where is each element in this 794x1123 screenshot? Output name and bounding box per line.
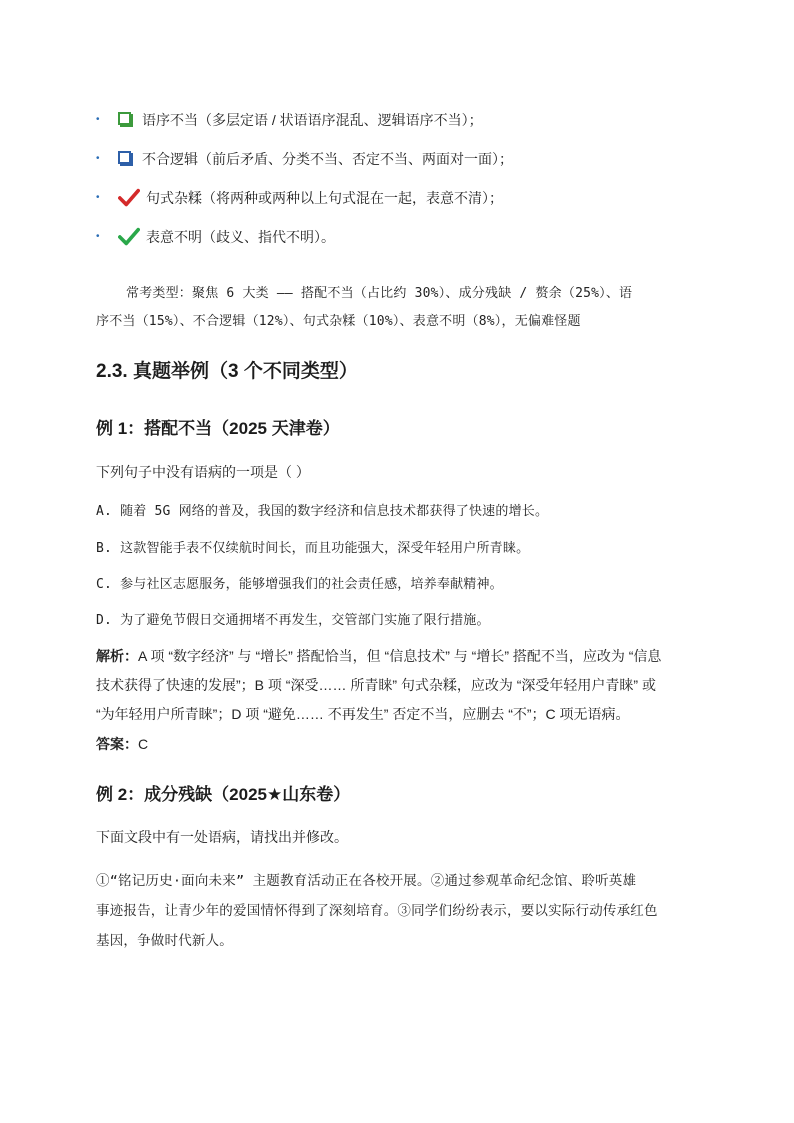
green-check-icon: [118, 227, 140, 247]
bullet-dot-icon: •: [96, 231, 100, 242]
summary-line: 常考类型：聚焦 6 大类 —— 搭配不当（占比约 30%）、成分残缺 / 赘余（25%）、语: [126, 286, 633, 301]
answer-value: C: [138, 736, 149, 752]
list-item: [96, 100, 716, 139]
example-2-question: 下面文段中有一处语病，请找出并修改。: [96, 829, 348, 845]
option-d: D. 为了避免节假日交通拥堵不再发生，交管部门实施了限行措施。: [96, 613, 490, 628]
list-item-text: 表意不明（歧义、指代不明）。: [146, 228, 335, 245]
red-check-icon: [118, 188, 140, 208]
list-item-text: 语序不当（多层定语 / 状语语序混乱、逻辑语序不当）；: [142, 111, 483, 128]
section-title: 2.3. 真题举例（3 个不同类型）: [96, 361, 358, 382]
green-checkbox-icon: [118, 110, 140, 130]
example-1-title: 例 1：搭配不当（2025 天津卷）: [96, 419, 340, 438]
summary-line: 序不当（15%）、不合逻辑（12%）、句式杂糅（10%）、表意不明（8%），无偏难怪题: [96, 314, 581, 329]
option-c: C. 参与社区志愿服务，能够增强我们的社会责任感，培养奉献精神。: [96, 577, 503, 592]
example-2-passage: [96, 866, 706, 956]
analysis-text: A 项 “数字经济” 与 “增长” 搭配恰当，但 “信息技术” 与 “增长” 搭配不当，应改为 “信息: [138, 648, 662, 664]
example-2-title: 例 2：成分残缺（2025★山东卷）: [96, 785, 351, 804]
list-item-text: 不合逻辑（前后矛盾、分类不当、否定不当、两面对一面）；: [142, 150, 513, 167]
analysis-text: “为年轻用户所青睐”；D 项 “避免…… 不再发生” 否定不当，应删去 “不”；C 项无语病。: [96, 706, 630, 722]
blue-checkbox-icon: [118, 149, 140, 169]
analysis-label: 解析：: [96, 648, 138, 664]
passage-line: ①“铭记历史·面向未来” 主题教育活动正在各校开展。②通过参观革命纪念馆、聆听英雄: [96, 873, 637, 889]
passage-line: 基因，争做时代新人。: [96, 933, 233, 949]
example-1-question: 下列句子中没有语病的一项是（ ）: [96, 464, 310, 480]
list-item: [96, 178, 716, 217]
list-item: [96, 139, 716, 178]
list-item: [96, 217, 716, 256]
option-a: A. 随着 5G 网络的普及，我国的数字经济和信息技术都获得了快速的增长。: [96, 504, 549, 519]
option-b: B. 这款智能手表不仅续航时间长，而且功能强大，深受年轻用户所青睐。: [96, 541, 530, 556]
example-1-answer: [96, 734, 148, 754]
summary-paragraph: [96, 280, 696, 336]
analysis-text: 技术获得了快速的发展”；B 项 “深受…… 所青睐” 句式杂糅，应改为 “深受年轻用户青睐” 或: [96, 677, 656, 693]
bullet-dot-icon: •: [96, 192, 100, 203]
bullet-dot-icon: •: [96, 114, 100, 125]
list-item-text: 句式杂糅（将两种或两种以上句式混在一起，表意不清）；: [146, 189, 503, 206]
example-1-analysis: [96, 642, 696, 729]
error-type-list: [96, 100, 716, 256]
answer-label: 答案：: [96, 736, 138, 752]
bullet-dot-icon: •: [96, 153, 100, 164]
passage-line: 事迹报告，让青少年的爱国情怀得到了深刻培育。③同学们纷纷表示，要以实际行动传承红色: [96, 903, 658, 919]
